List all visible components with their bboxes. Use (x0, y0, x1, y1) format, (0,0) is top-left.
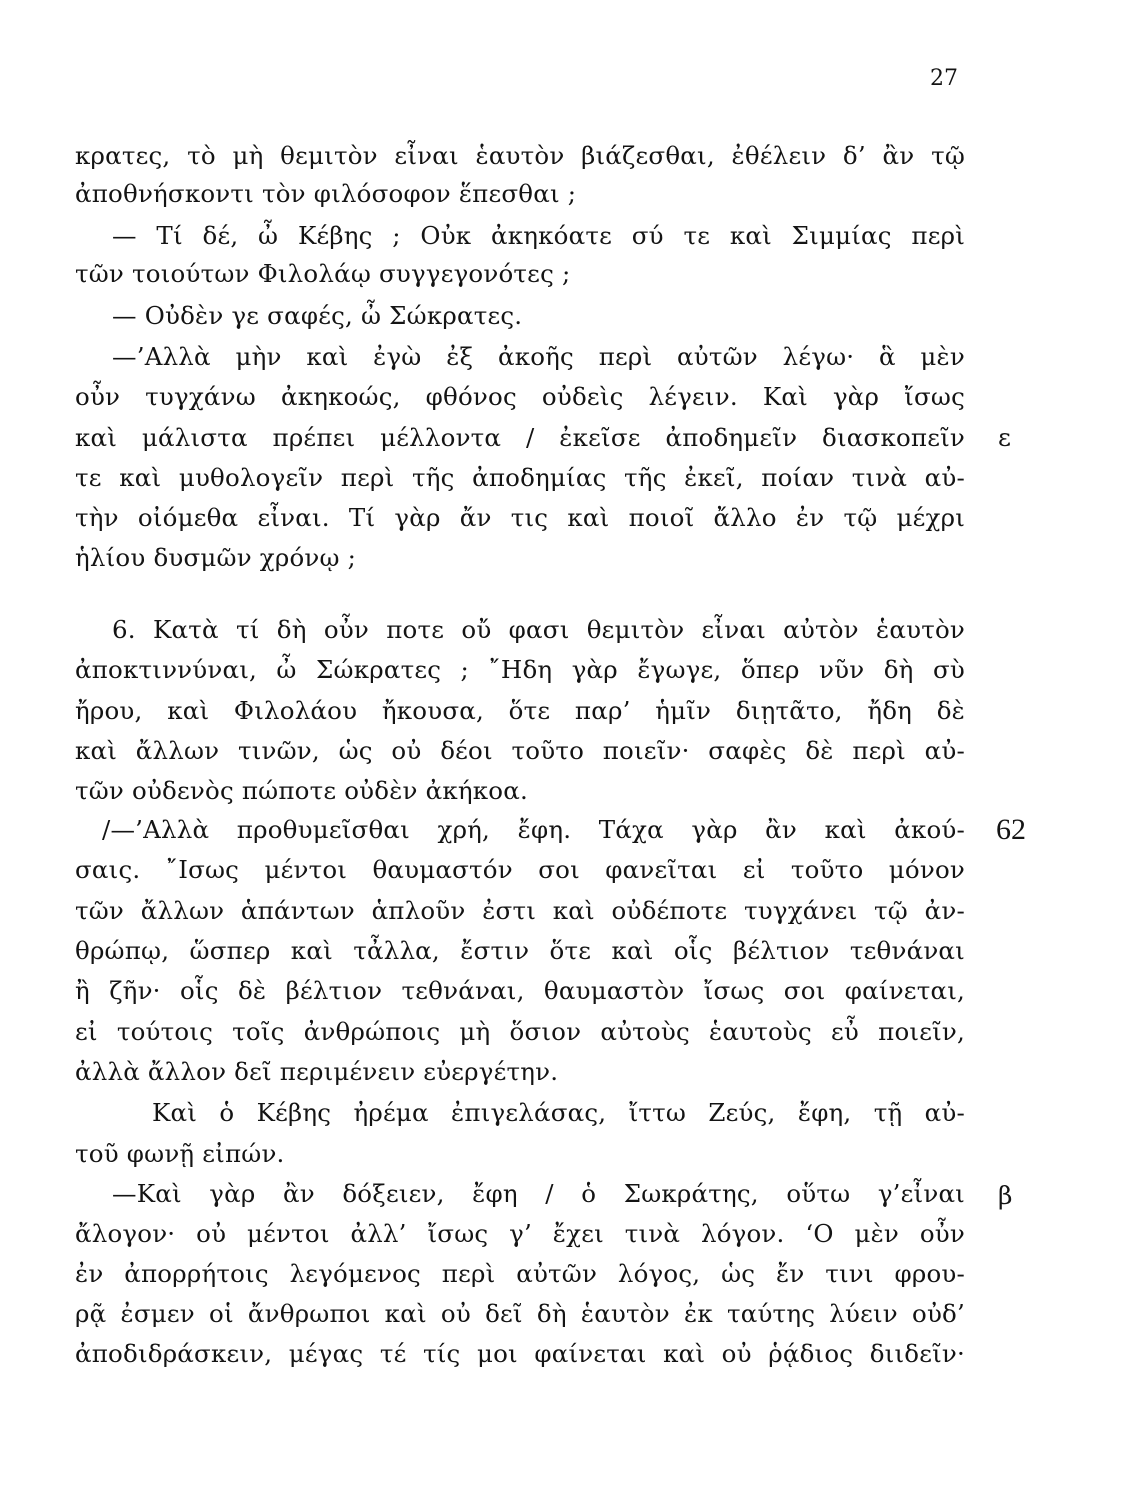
text-line: τῶν ἄλλων ἁπάντων ἁπλοῦν ἐστι καὶ οὐδέποτε τυγχάνει τῷ ἀν- (75, 896, 965, 925)
text-line: 6. Κατὰ τί δὴ οὖν ποτε οὔ φασι θεμιτὸν εἶναι αὐτὸν ἑαυτὸν (112, 615, 965, 644)
text-line: οὖν τυγχάνω ἀκηκοώς, φθόνος οὐδεὶς λέγειν. Καὶ γὰρ ἴσως (75, 382, 965, 411)
margin-note-e: ε (998, 423, 1011, 452)
text-line: καὶ μάλιστα πρέπει μέλλοντα / ἐκεῖσε ἀποδημεῖν διασκοπεῖν (75, 423, 965, 452)
text-line: —Καὶ γὰρ ἂν δόξειεν, ἔφη / ὁ Σωκράτης, οὕτω γ’εἶναι (112, 1179, 965, 1208)
text-line: τῶν οὐδενὸς πώποτε οὐδὲν ἀκήκοα. (75, 776, 528, 805)
text-line: ἀποδιδράσκειν, μέγας τέ τίς μοι φαίνεται καὶ οὐ ῥᾴδιος διιδεῖν· (75, 1339, 965, 1368)
text-line: ἀλλὰ ἄλλον δεῖ περιμένειν εὐεργέτην. (75, 1057, 559, 1086)
text-line: ἡλίου δυσμῶν χρόνῳ ; (75, 543, 357, 572)
text-line: — Τί δέ, ὦ Κέβης ; Οὐκ ἀκηκόατε σύ τε καὶ Σιμμίας περὶ (112, 221, 965, 250)
text-line: σαις. ῎Ισως μέντοι θαυμαστόν σοι φανεῖται εἰ τοῦτο μόνον (75, 855, 965, 884)
text-line: /—’Αλλὰ προθυμεῖσθαι χρή, ἔφη. Τάχα γὰρ ἂν καὶ ἀκού- (102, 815, 965, 844)
text-line: ἤρου, καὶ Φιλολάου ἤκουσα, ὅτε παρ’ ἡμῖν διῃτᾶτο, ἤδη δὲ (75, 696, 965, 725)
text-line: Καὶ ὁ Κέβης ἠρέμα ἐπιγελάσας, ἴττω Ζεύς, ἔφη, τῇ αὐ- (152, 1098, 965, 1127)
text-line: ἄλογον· οὐ μέντοι ἀλλ’ ἴσως γ’ ἔχει τινὰ λόγον. ‘Ο μὲν οὖν (75, 1219, 965, 1248)
text-line: τὴν οἰόμεθα εἶναι. Τί γὰρ ἄν τις καὶ ποιοῖ ἄλλο ἐν τῷ μέχρι (75, 503, 965, 532)
margin-note-b: β (998, 1181, 1013, 1210)
text-line: ἀποκτιννύναι, ὦ Σώκρατες ; ῎Ηδη γὰρ ἔγωγε, ὅπερ νῦν δὴ σὺ (75, 655, 965, 684)
text-line: —’Αλλὰ μὴν καὶ ἐγὼ ἐξ ἀκοῆς περὶ αὐτῶν λέγω· ἃ μὲν (112, 342, 965, 371)
page-number: 27 (930, 66, 958, 91)
text-line: ρᾷ ἐσμεν οἱ ἄνθρωποι καὶ οὐ δεῖ δὴ ἑαυτὸν ἐκ ταύτης λύειν οὐδ’ (75, 1299, 965, 1328)
text-line: τε καὶ μυθολογεῖν περὶ τῆς ἀποδημίας τῆς ἐκεῖ, ποίαν τινὰ αὐ- (75, 463, 965, 492)
text-line: κρατες, τὸ μὴ θεμιτὸν εἶναι ἑαυτὸν βιάζεσθαι, ἐθέλειν δ’ ἂν τῷ (75, 141, 965, 170)
text-line: θρώπῳ, ὥσπερ καὶ τἆλλα, ἔστιν ὅτε καὶ οἷς βέλτιον τεθνάναι (75, 936, 965, 965)
text-line: τῶν τοιούτων Φιλολάῳ συγγεγονότες ; (75, 259, 571, 288)
text-line: ἀποθνήσκοντι τὸν φιλόσοφον ἕπεσθαι ; (75, 179, 577, 208)
text-line: — Οὐδὲν γε σαφές, ὦ Σώκρατες. (112, 301, 523, 330)
text-line: καὶ ἄλλων τινῶν, ὡς οὐ δέοι τοῦτο ποιεῖν· σαφὲς δὲ περὶ αὐ- (75, 736, 965, 765)
text-line: ἐν ἀπορρήτοις λεγόμενος περὶ αὐτῶν λόγος, ὡς ἔν τινι φρου- (75, 1259, 965, 1288)
text-line: τοῦ φωνῇ εἰπών. (75, 1139, 285, 1168)
text-line: ἢ ζῆν· οἷς δὲ βέλτιον τεθνάναι, θαυμαστὸν ἴσως σοι φαίνεται, (75, 976, 965, 1005)
margin-note-section-62: 62 (996, 813, 1026, 846)
text-line: εἰ τούτοις τοῖς ἀνθρώποις μὴ ὅσιον αὐτοὺς ἑαυτοὺς εὖ ποιεῖν, (75, 1017, 965, 1046)
